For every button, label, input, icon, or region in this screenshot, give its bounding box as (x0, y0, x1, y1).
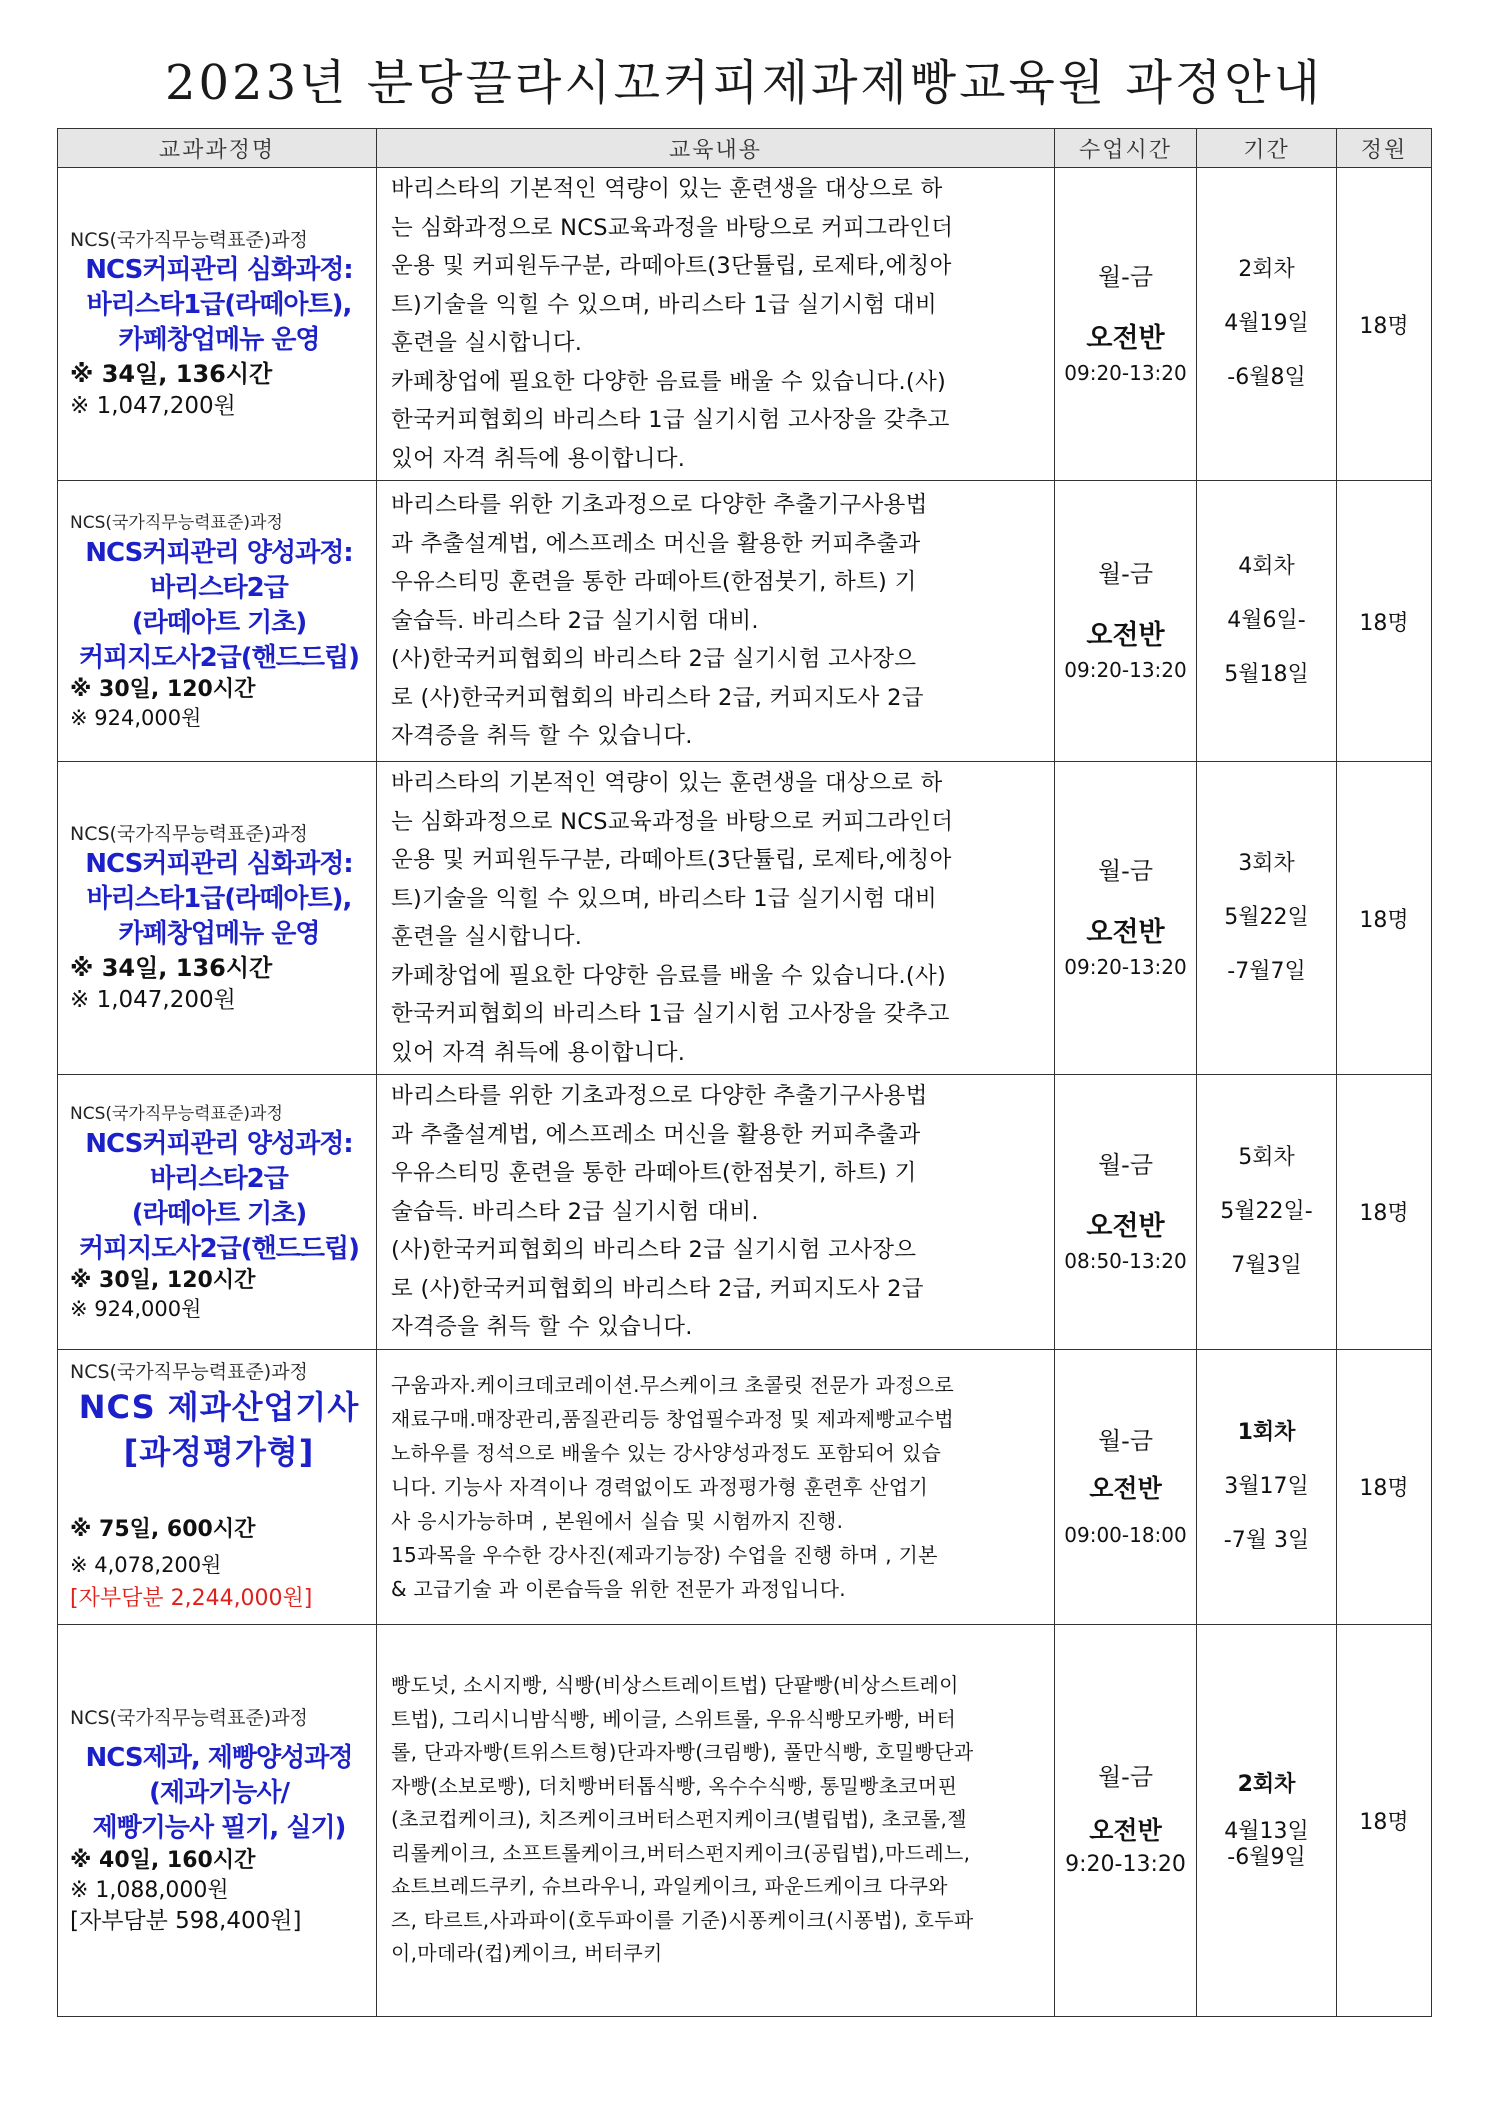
course-name-line: 커피지도사2급(핸드드립) (78, 643, 360, 673)
content-cell (377, 1624, 1055, 2016)
weekday: 월-금 (1097, 1426, 1154, 1455)
content-line: (초코컵케이크), 치즈케이크버터스펀지케이크(별립법), 초코롤,젤 (391, 1807, 967, 1832)
program-label: NCS(국가직무능력표준)과정 (70, 1103, 283, 1124)
content-cell (377, 762, 1055, 1075)
content-line: 카페창업에 필요한 다양한 음료를 배울 수 있습니다.(사) (391, 962, 947, 989)
program-label: NCS(국가직무능력표준)과정 (70, 823, 308, 845)
header-class-time: 수업시간 (1055, 129, 1197, 168)
content-line: 한국커피협회의 바리스타 1급 실기시험 고사장을 갖추고 (391, 1001, 950, 1027)
course-name-line: NCS제과, 제빵양성과정 (85, 1742, 353, 1773)
course-fee: ※ 1,047,200원 (70, 987, 236, 1013)
content-line: & 고급기술 과 이론습득을 위한 전문가 과정입니다. (391, 1576, 846, 1601)
content-line: 로 (사)한국커피협회의 바리스타 2급, 커피지도사 2급 (391, 1275, 924, 1302)
course-name-cell (58, 1075, 377, 1350)
self-pay-amount: [자부담분 2,244,000원] (70, 1586, 313, 1611)
content-line: 바리스타의 기본적인 역량이 있는 훈련생을 대상으로 하 (391, 770, 943, 796)
content-line: 사 응시가능하며 , 본원에서 실습 및 시험까지 진행. (391, 1508, 844, 1533)
period-line: -7월 3일 (1223, 1527, 1310, 1553)
content-line: 운용 및 커피원두구분, 라떼아트(3단튤립, 로제타,에칭아 (391, 847, 952, 873)
period-line: -6월9일 (1227, 1845, 1306, 1870)
weekday: 월-금 (1097, 857, 1154, 885)
content-line: 재료구매.매장관리,품질관리등 창업필수과정 및 제과제빵교수법 (391, 1406, 955, 1431)
period-line: 4회차 (1238, 554, 1295, 579)
session: 오전반 (1089, 1473, 1162, 1503)
content-line: 있어 자격 취득에 용이합니다. (391, 445, 686, 472)
content-line: 이,마데라(컵)케이크, 버터쿠키 (391, 1941, 663, 1966)
session: 오전반 (1086, 323, 1165, 354)
period-line: -7월7일 (1227, 959, 1306, 984)
content-line: 우유스티밍 훈련을 통한 라떼아트(한점붓기, 하트) 기 (391, 1160, 917, 1186)
course-fee: ※ 924,000원 (70, 706, 202, 730)
course-fee: ※ 924,000원 (70, 1296, 202, 1321)
content-line: 쇼트브레드쿠키, 슈브라우니, 과일케이크, 파운드케이크 다쿠와 (391, 1874, 948, 1899)
table-row (58, 168, 1432, 481)
period-line: 3회차 (1238, 851, 1295, 876)
content-line: 술습득. 바리스타 2급 실기시험 대비. (391, 607, 759, 634)
session: 오전반 (1086, 620, 1165, 651)
content-line: 구움과자.케이크데코레이션.무스케이크 초콜릿 전문가 과정으로 (391, 1372, 955, 1397)
course-name-line: 바리스타1급(라떼아트), (86, 884, 352, 914)
course-name-line: 바리스타2급 (150, 1163, 288, 1194)
content-line: (사)한국커피협회의 바리스타 2급 실기시험 고사장으 (391, 1237, 917, 1263)
header-capacity: 정원 (1337, 129, 1432, 168)
course-days: ※ 34일, 136시간 (70, 954, 273, 982)
course-name-cell (58, 762, 377, 1075)
course-fee: ※ 1,047,200원 (70, 393, 236, 419)
capacity-cell: 18명 (1337, 481, 1432, 762)
course-days: ※ 30일, 120시간 (70, 677, 256, 702)
course-name-line: (제과기능사/ (149, 1777, 289, 1808)
content-line: (사)한국커피협회의 바리스타 2급 실기시험 고사장으 (391, 646, 917, 673)
content-line: 트)기술을 익힐 수 있으며, 바리스타 1급 실기시험 대비 (391, 885, 938, 912)
content-line: 노하우를 정석으로 배울수 있는 강사양성과정도 포함되어 있습 (391, 1440, 942, 1465)
period-line: 5월22일- (1220, 1198, 1313, 1224)
content-line: 니다. 기능사 자격이나 경력없이도 과정평가형 훈련후 산업기 (391, 1474, 929, 1499)
header-content: 교육내용 (377, 129, 1055, 168)
content-line: 15과목을 우수한 강사진(제과기능장) 수업을 진행 하며 , 기본 (391, 1542, 938, 1567)
course-name-line: NCS커피관리 심화과정: (85, 849, 353, 879)
header-course-name: 교과과정명 (58, 129, 377, 168)
period-cell (1197, 481, 1337, 762)
capacity-cell: 18명 (1337, 1075, 1432, 1350)
class-time-cell (1055, 762, 1197, 1075)
content-line: 술습득. 바리스타 2급 실기시험 대비. (391, 1198, 759, 1225)
session: 오전반 (1089, 1816, 1162, 1845)
period-line: 5월18일 (1224, 662, 1309, 687)
time-range: 09:20-13:20 (1064, 658, 1187, 682)
content-cell (377, 168, 1055, 481)
course-fee: ※ 4,078,200원 (70, 1553, 222, 1577)
program-label: NCS(국가직무능력표준)과정 (70, 1361, 308, 1383)
time-range: 09:00-18:00 (1064, 1522, 1187, 1547)
period-line: 5회차 (1238, 1144, 1295, 1170)
program-label: NCS(국가직무능력표준)과정 (70, 229, 308, 251)
content-line: 트법), 그리시니밤식빵, 베이글, 스위트롤, 우유식빵모카빵, 버터 (391, 1706, 957, 1731)
table-header-row (58, 129, 1432, 168)
content-line: 바리스타의 기본적인 역량이 있는 훈련생을 대상으로 하 (391, 176, 943, 202)
class-time-cell (1055, 481, 1197, 762)
content-line: 로 (사)한국커피협회의 바리스타 2급, 커피지도사 2급 (391, 684, 924, 711)
course-name-line: 바리스타1급(라떼아트), (86, 290, 352, 320)
content-line: 훈련을 실시합니다. (391, 330, 583, 356)
period-line: 2회차 (1238, 257, 1295, 282)
content-cell (377, 481, 1055, 762)
table-row (58, 762, 1432, 1075)
content-line: 즈, 타르트,사과파이(호두파이를 기준)시퐁케이크(시퐁법), 호두파 (391, 1907, 974, 1932)
weekday: 월-금 (1097, 1150, 1154, 1179)
period-cell (1197, 1349, 1337, 1624)
content-line: 자격증을 취득 할 수 있습니다. (391, 723, 693, 750)
session: 오전반 (1086, 1210, 1165, 1242)
content-line: 바리스타를 위한 기초과정으로 다양한 추출기구사용법 (391, 492, 928, 519)
content-cell (377, 1075, 1055, 1350)
course-name-cell (58, 1624, 377, 2016)
content-line: 는 심화과정으로 NCS교육과정을 바탕으로 커피그라인더 (391, 214, 954, 241)
course-name-line: NCS커피관리 양성과정: (85, 1128, 353, 1159)
capacity-cell: 18명 (1337, 762, 1432, 1075)
content-line: 롤, 단과자빵(트위스트형)단과자빵(크림빵), 풀만식빵, 호밀빵단과 (391, 1740, 974, 1765)
table-row (58, 1624, 1432, 2016)
period-line: -6월8일 (1227, 365, 1306, 390)
class-time-cell (1055, 1075, 1197, 1350)
capacity-cell: 18명 (1337, 168, 1432, 481)
class-time-cell (1055, 1624, 1197, 2016)
content-line: 훈련을 실시합니다. (391, 924, 583, 950)
course-name-line: 커피지도사2급(핸드드립) (78, 1233, 360, 1264)
weekday: 월-금 (1097, 560, 1154, 588)
content-line: 카페창업에 필요한 다양한 음료를 배울 수 있습니다.(사) (391, 368, 947, 395)
period-cell (1197, 168, 1337, 481)
page-title: 2023년 분당끌라시꼬커피제과제빵교육원 과정안내 (164, 55, 1324, 111)
period-line: 3월17일 (1224, 1473, 1309, 1499)
course-name-cell (58, 168, 377, 481)
content-line: 과 추출설계법, 에스프레소 머신을 활용한 커피추출과 (391, 530, 921, 557)
course-name-cell (58, 1349, 377, 1624)
course-table (57, 128, 1432, 2017)
period-line: 4월6일- (1227, 608, 1306, 633)
table-row (58, 1075, 1432, 1350)
time-range: 09:20-13:20 (1064, 955, 1187, 979)
class-time-cell (1055, 168, 1197, 481)
content-line: 트)기술을 익힐 수 있으며, 바리스타 1급 실기시험 대비 (391, 291, 938, 318)
weekday: 월-금 (1097, 263, 1154, 291)
table-row (58, 1349, 1432, 1624)
course-name-line: 바리스타2급 (150, 573, 288, 603)
course-name-line: NCS 제과산업기사 (78, 1388, 360, 1426)
period-line: 7월3일 (1231, 1252, 1302, 1278)
course-days: ※ 40일, 160시간 (70, 1847, 256, 1873)
content-line: 과 추출설계법, 에스프레소 머신을 활용한 커피추출과 (391, 1121, 921, 1148)
course-days: ※ 75일, 600시간 (70, 1517, 256, 1542)
content-line: 바리스타를 위한 기초과정으로 다양한 추출기구사용법 (391, 1083, 928, 1109)
program-label: NCS(국가직무능력표준)과정 (70, 1706, 308, 1729)
content-line: 우유스티밍 훈련을 통한 라떼아트(한점붓기, 하트) 기 (391, 569, 917, 596)
self-pay-amount: [자부담분 598,400원] (70, 1907, 302, 1934)
period-cell (1197, 1624, 1337, 2016)
period-line: 2회차 (1237, 1772, 1296, 1797)
content-line: 리롤케이크, 소프트롤케이크,버터스펀지케이크(공립법),마드레느, (391, 1840, 971, 1865)
time-range: 9:20-13:20 (1065, 1852, 1186, 1877)
table-row (58, 481, 1432, 762)
content-line: 빵도넛, 소시지빵, 식빵(비상스트레이트법) 단팥빵(비상스트레이 (391, 1673, 959, 1698)
course-name-line: [과정평가형] (123, 1433, 315, 1471)
course-fee: ※ 1,088,000원 (70, 1877, 229, 1903)
period-line: 5월22일 (1224, 905, 1309, 930)
course-days: ※ 30일, 120시간 (70, 1267, 256, 1293)
session: 오전반 (1086, 917, 1165, 948)
capacity-cell: 18명 (1337, 1349, 1432, 1624)
course-name-line: NCS커피관리 양성과정: (85, 538, 353, 568)
content-line: 자빵(소보로빵), 더치빵버터톱식빵, 옥수수식빵, 통밀빵초코머핀 (391, 1773, 958, 1798)
content-line: 한국커피협회의 바리스타 1급 실기시험 고사장을 갖추고 (391, 407, 950, 433)
program-label: NCS(국가직무능력표준)과정 (70, 513, 283, 533)
course-name-cell (58, 481, 377, 762)
content-line: 는 심화과정으로 NCS교육과정을 바탕으로 커피그라인더 (391, 808, 954, 835)
weekday: 월-금 (1097, 1763, 1154, 1791)
period-cell (1197, 1075, 1337, 1350)
capacity-cell: 18명 (1337, 1624, 1432, 2016)
content-cell (377, 1349, 1055, 1624)
content-line: 있어 자격 취득에 용이합니다. (391, 1039, 686, 1066)
header-period: 기간 (1197, 129, 1337, 168)
period-cell (1197, 762, 1337, 1075)
course-name-line: 제빵기능사 필기, 실기) (92, 1812, 346, 1843)
content-line: 운용 및 커피원두구분, 라떼아트(3단튤립, 로제타,에칭아 (391, 253, 952, 279)
course-name-line: (라떼아트 기초) (131, 1198, 307, 1229)
time-range: 09:20-13:20 (1064, 361, 1187, 385)
content-line: 자격증을 취득 할 수 있습니다. (391, 1314, 693, 1340)
course-name-line: NCS커피관리 심화과정: (85, 255, 353, 285)
course-name-line: (라떼아트 기초) (131, 608, 307, 638)
period-line: 4월13일 (1224, 1819, 1309, 1844)
time-range: 08:50-13:20 (1064, 1248, 1187, 1273)
course-name-line: 카페창업메뉴 운영 (118, 919, 320, 949)
class-time-cell (1055, 1349, 1197, 1624)
period-line: 1회차 (1237, 1419, 1296, 1445)
course-name-line: 카페창업메뉴 운영 (118, 325, 320, 355)
period-line: 4월19일 (1224, 311, 1309, 336)
course-days: ※ 34일, 136시간 (70, 360, 273, 388)
